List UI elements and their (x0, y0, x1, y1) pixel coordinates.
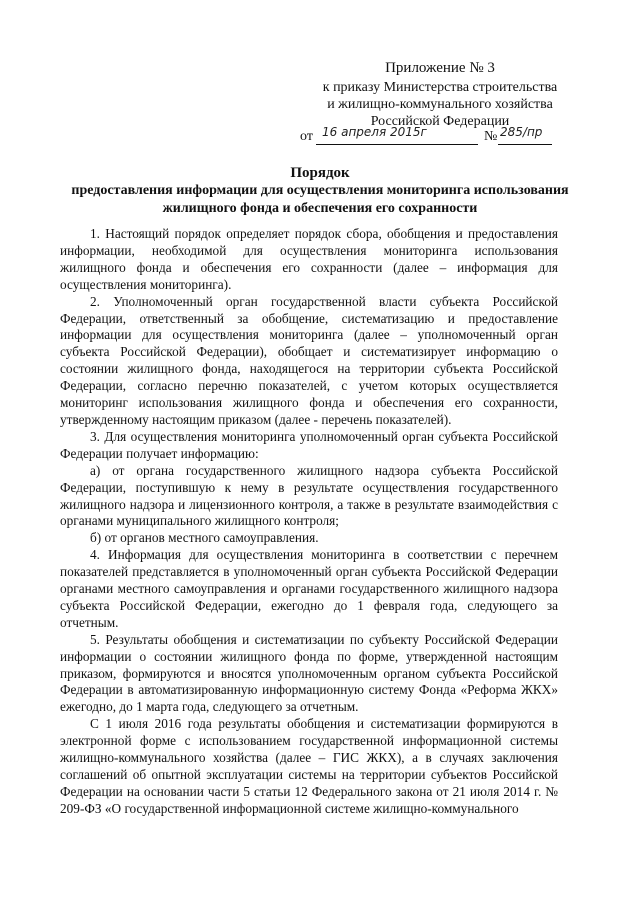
appendix-header (290, 60, 590, 130)
document-title: Порядок (290, 165, 350, 181)
paragraph-5: 5. Результаты обобщения и систематизации по субъекту Российской Федерации информации о состоянии жилищного фонда по форме, утвержденной настоящим приказом, формируются и вносятся уполномоченным органом субъекта Российской Федерации в автоматизированную информационную систему Фонда «Реформа ЖКХ» ежегодно, до 1 марта года, следующего за отчетным. (60, 631, 558, 715)
appendix-line-3: Российской Федерации (370, 114, 510, 129)
document-body (60, 226, 558, 818)
document-subtitle-line-1: предоставления информации для осуществления мониторинга использования (71, 183, 569, 198)
paragraph-3: 3. Для осуществления мониторинга уполномоченный орган субъекта Российской Федерации получает информацию: (60, 428, 558, 461)
paragraph-2: 2. Уполномоченный орган государственной власти субъекта Российской Федерации, ответственный за обобщение, систематизацию и предоставление информации для осуществления мониторинга (далее – уполномоченный орган субъекта Российской Федерации), обобщает и систематизирует информацию о состоянии жилищного фонда, находящегося на территории субъекта Российской Федерации, согласно перечню показателей, с учетом которых осуществляется мониторинг использования жилищного фонда и обеспечения его сохранности, утвержденному настоящим приказом (далее - перечень показателей). (60, 293, 558, 427)
appendix-title: Приложение № 3 (385, 60, 495, 76)
handwritten-number: 285/пр (500, 125, 543, 139)
date-underline (316, 144, 478, 145)
document-subtitle-line-2: жилищного фонда и обеспечения его сохранности (162, 201, 478, 216)
paragraph-1: 1. Настоящий порядок определяет порядок сбора, обобщения и предоставления информации, необходимой для осуществления мониторинга использования жилищного фонда и обеспечения его сохранности (далее – информация для осуществления мониторинга). (60, 226, 558, 292)
paragraph-3a: а) от органа государственного жилищного надзора субъекта Российской Федерации, поступившую к нему в результате осуществления государственного жилищного надзора и лицензионного контроля, а также в результате взаимодействия с органами муниципального жилищного контроля; (60, 462, 558, 529)
number-underline (498, 144, 552, 145)
order-date-number-line (300, 127, 560, 149)
number-prefix: № (484, 129, 498, 144)
date-prefix: от (300, 129, 313, 144)
paragraph-3b: б) от органов местного самоуправления. (90, 530, 319, 546)
handwritten-date: 16 апреля 2015г (322, 125, 427, 139)
paragraph-4: 4. Информация для осуществления мониторинга в соответствии с перечнем показателей представляется в уполномоченный орган субъекта Российской Федерации органами местного самоуправления и органами государственного жилищного надзора субъекта Российской Федерации, ежегодно до 1 февраля года, следующего за отчетным. (60, 547, 558, 630)
paragraph-5-continued: С 1 июля 2016 года результаты обобщения и систематизации формируются в электронной форме с использованием государственной информационной системы жилищно-коммунального хозяйства (далее – ГИС ЖКХ), а в случаях заключения соглашений об опытной эксплуатации системы на территории субъектов Российской Федерации на основании части 5 статьи 12 Федерального закона от 21 июля 2014 г. № 209-ФЗ «О государственной информационной системе жилищно-коммунального (60, 716, 558, 816)
appendix-line-1: к приказу Министерства строительства (322, 80, 558, 95)
appendix-line-2: и жилищно-коммунального хозяйства (327, 97, 553, 112)
